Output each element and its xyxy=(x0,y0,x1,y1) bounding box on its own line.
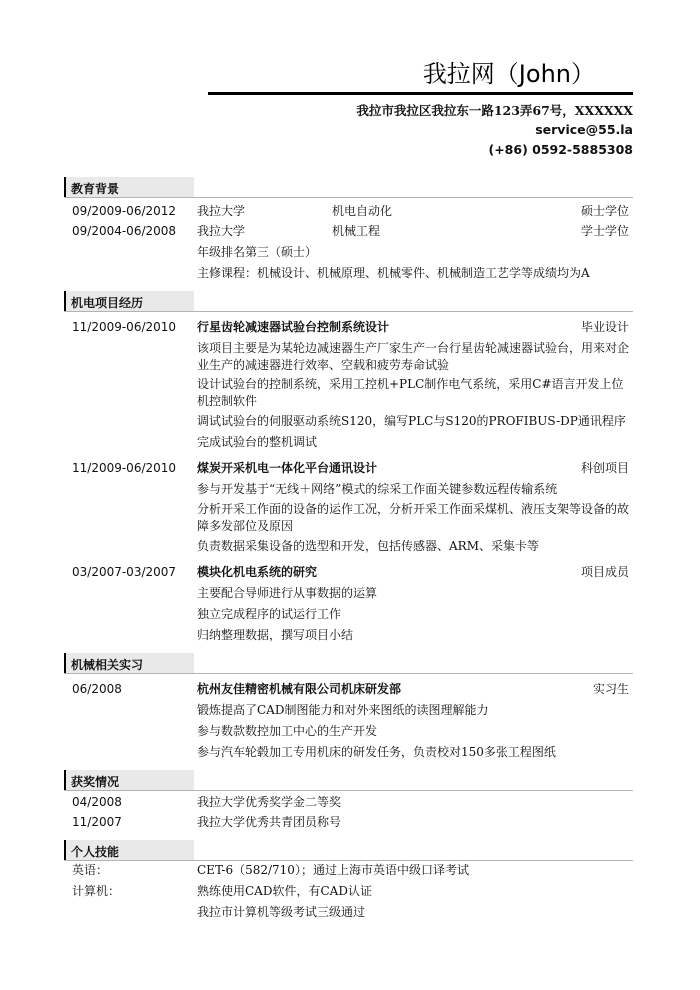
candidate-name: 我拉网（John） xyxy=(422,60,595,88)
project-role: 毕业设计 xyxy=(580,320,629,334)
section-skills xyxy=(64,840,194,860)
header-rule xyxy=(208,92,633,95)
section-title: 机电项目经历 xyxy=(71,296,144,310)
project-desc: 参与开发基于“无线＋网络”模式的综采工作面关键参数远程传输系统 xyxy=(197,482,558,496)
project-desc: 设计试验台的控制系统，采用工控机+PLC制作电气系统，采用C#语言开发上位机控制软件 xyxy=(197,377,624,408)
project-desc: 调试试验台的伺服驱动系统S120，编写PLC与S120的PROFIBUS-DP通讯程序 xyxy=(197,414,626,428)
award-text: 我拉大学优秀共青团员称号 xyxy=(197,815,342,829)
edu-degree: 硕士学位 xyxy=(580,204,629,218)
edu-note: 主修课程：机械设计、机械原理、机械零件、机械制造工艺学等成绩均为A xyxy=(197,266,590,280)
section-divider xyxy=(64,311,633,312)
internship-date: 06/2008 xyxy=(72,682,122,696)
project-desc: 分析开采工作面的设备的运作工况，分析开采工作面采煤机、液压支架等设备的故障多发部位及原因 xyxy=(197,502,630,533)
project-role: 科创项目 xyxy=(580,461,629,475)
project-name: 行星齿轮减速器试验台控制系统设计 xyxy=(197,320,390,334)
section-divider xyxy=(64,860,633,861)
edu-major: 机电自动化 xyxy=(332,204,393,218)
internship-desc: 参与数款数控加工中心的生产开发 xyxy=(197,724,378,738)
edu-school: 我拉大学 xyxy=(197,204,246,218)
internship-company: 杭州友佳精密机械有限公司机床研发部 xyxy=(197,682,402,696)
skill-english: CET-6（582/710）；通过上海市英语中级口译考试 xyxy=(197,863,469,877)
internship-desc: 参与汽车轮毂加工专用机床的研发任务，负责校对150多张工程图纸 xyxy=(197,745,556,759)
section-divider xyxy=(64,197,633,198)
project-role: 项目成员 xyxy=(580,565,629,579)
section-title: 教育背景 xyxy=(71,182,120,196)
project-name: 煤炭开采机电一体化平台通讯设计 xyxy=(197,461,378,475)
edu-note: 年级排名第三（硕士） xyxy=(197,245,318,259)
edu-major: 机械工程 xyxy=(332,224,381,238)
email: service@55.la xyxy=(535,122,633,137)
award-date: 04/2008 xyxy=(72,795,122,809)
project-desc: 负责数据采集设备的选型和开发，包括传感器、ARM、采集卡等 xyxy=(197,539,539,553)
skill-label-english: 英语： xyxy=(72,863,109,877)
project-desc: 该项目主要是为某轮边减速器生产厂家生产一台行星齿轮减速器试验台，用来对企业生产的减速器进行效率、空载和疲劳寿命试验 xyxy=(197,341,630,372)
section-projects xyxy=(64,291,194,311)
project-desc: 主要配合导师进行从事数据的运算 xyxy=(197,586,378,600)
project-desc: 完成试验台的整机调试 xyxy=(197,435,318,449)
skill-label-computer: 计算机： xyxy=(72,884,121,898)
award-date: 11/2007 xyxy=(72,815,122,829)
section-divider xyxy=(64,790,633,791)
award-text: 我拉大学优秀奖学金二等奖 xyxy=(197,795,342,809)
section-title: 个人技能 xyxy=(71,845,120,859)
section-divider xyxy=(64,673,633,674)
edu-degree: 学士学位 xyxy=(580,224,629,238)
address: 我拉市我拉区我拉东一路123弄67号，XXXXXX xyxy=(356,103,633,118)
phone: (+86) 0592-5885308 xyxy=(488,142,633,157)
section-awards xyxy=(64,770,194,790)
edu-date: 09/2009-06/2012 xyxy=(72,204,177,218)
project-name: 模块化机电系统的研究 xyxy=(197,565,318,579)
project-date: 11/2009-06/2010 xyxy=(72,320,177,334)
project-desc: 独立完成程序的试运行工作 xyxy=(197,607,342,621)
section-title: 获奖情况 xyxy=(71,775,120,789)
project-desc: 归纳整理数据，撰写项目小结 xyxy=(197,628,354,642)
edu-date: 09/2004-06/2008 xyxy=(72,224,177,238)
project-date: 03/2007-03/2007 xyxy=(72,565,177,579)
skill-computer: 熟练使用CAD软件，有CAD认证 xyxy=(197,884,372,898)
section-education xyxy=(64,177,194,197)
edu-school: 我拉大学 xyxy=(197,224,246,238)
internship-role: 实习生 xyxy=(592,682,629,696)
section-title: 机械相关实习 xyxy=(71,658,144,672)
project-date: 11/2009-06/2010 xyxy=(72,461,177,475)
skill-computer: 我拉市计算机等级考试三级通过 xyxy=(197,905,366,919)
internship-desc: 锻炼提高了CAD制图能力和对外来图纸的读图理解能力 xyxy=(197,703,489,717)
section-internship xyxy=(64,653,194,673)
